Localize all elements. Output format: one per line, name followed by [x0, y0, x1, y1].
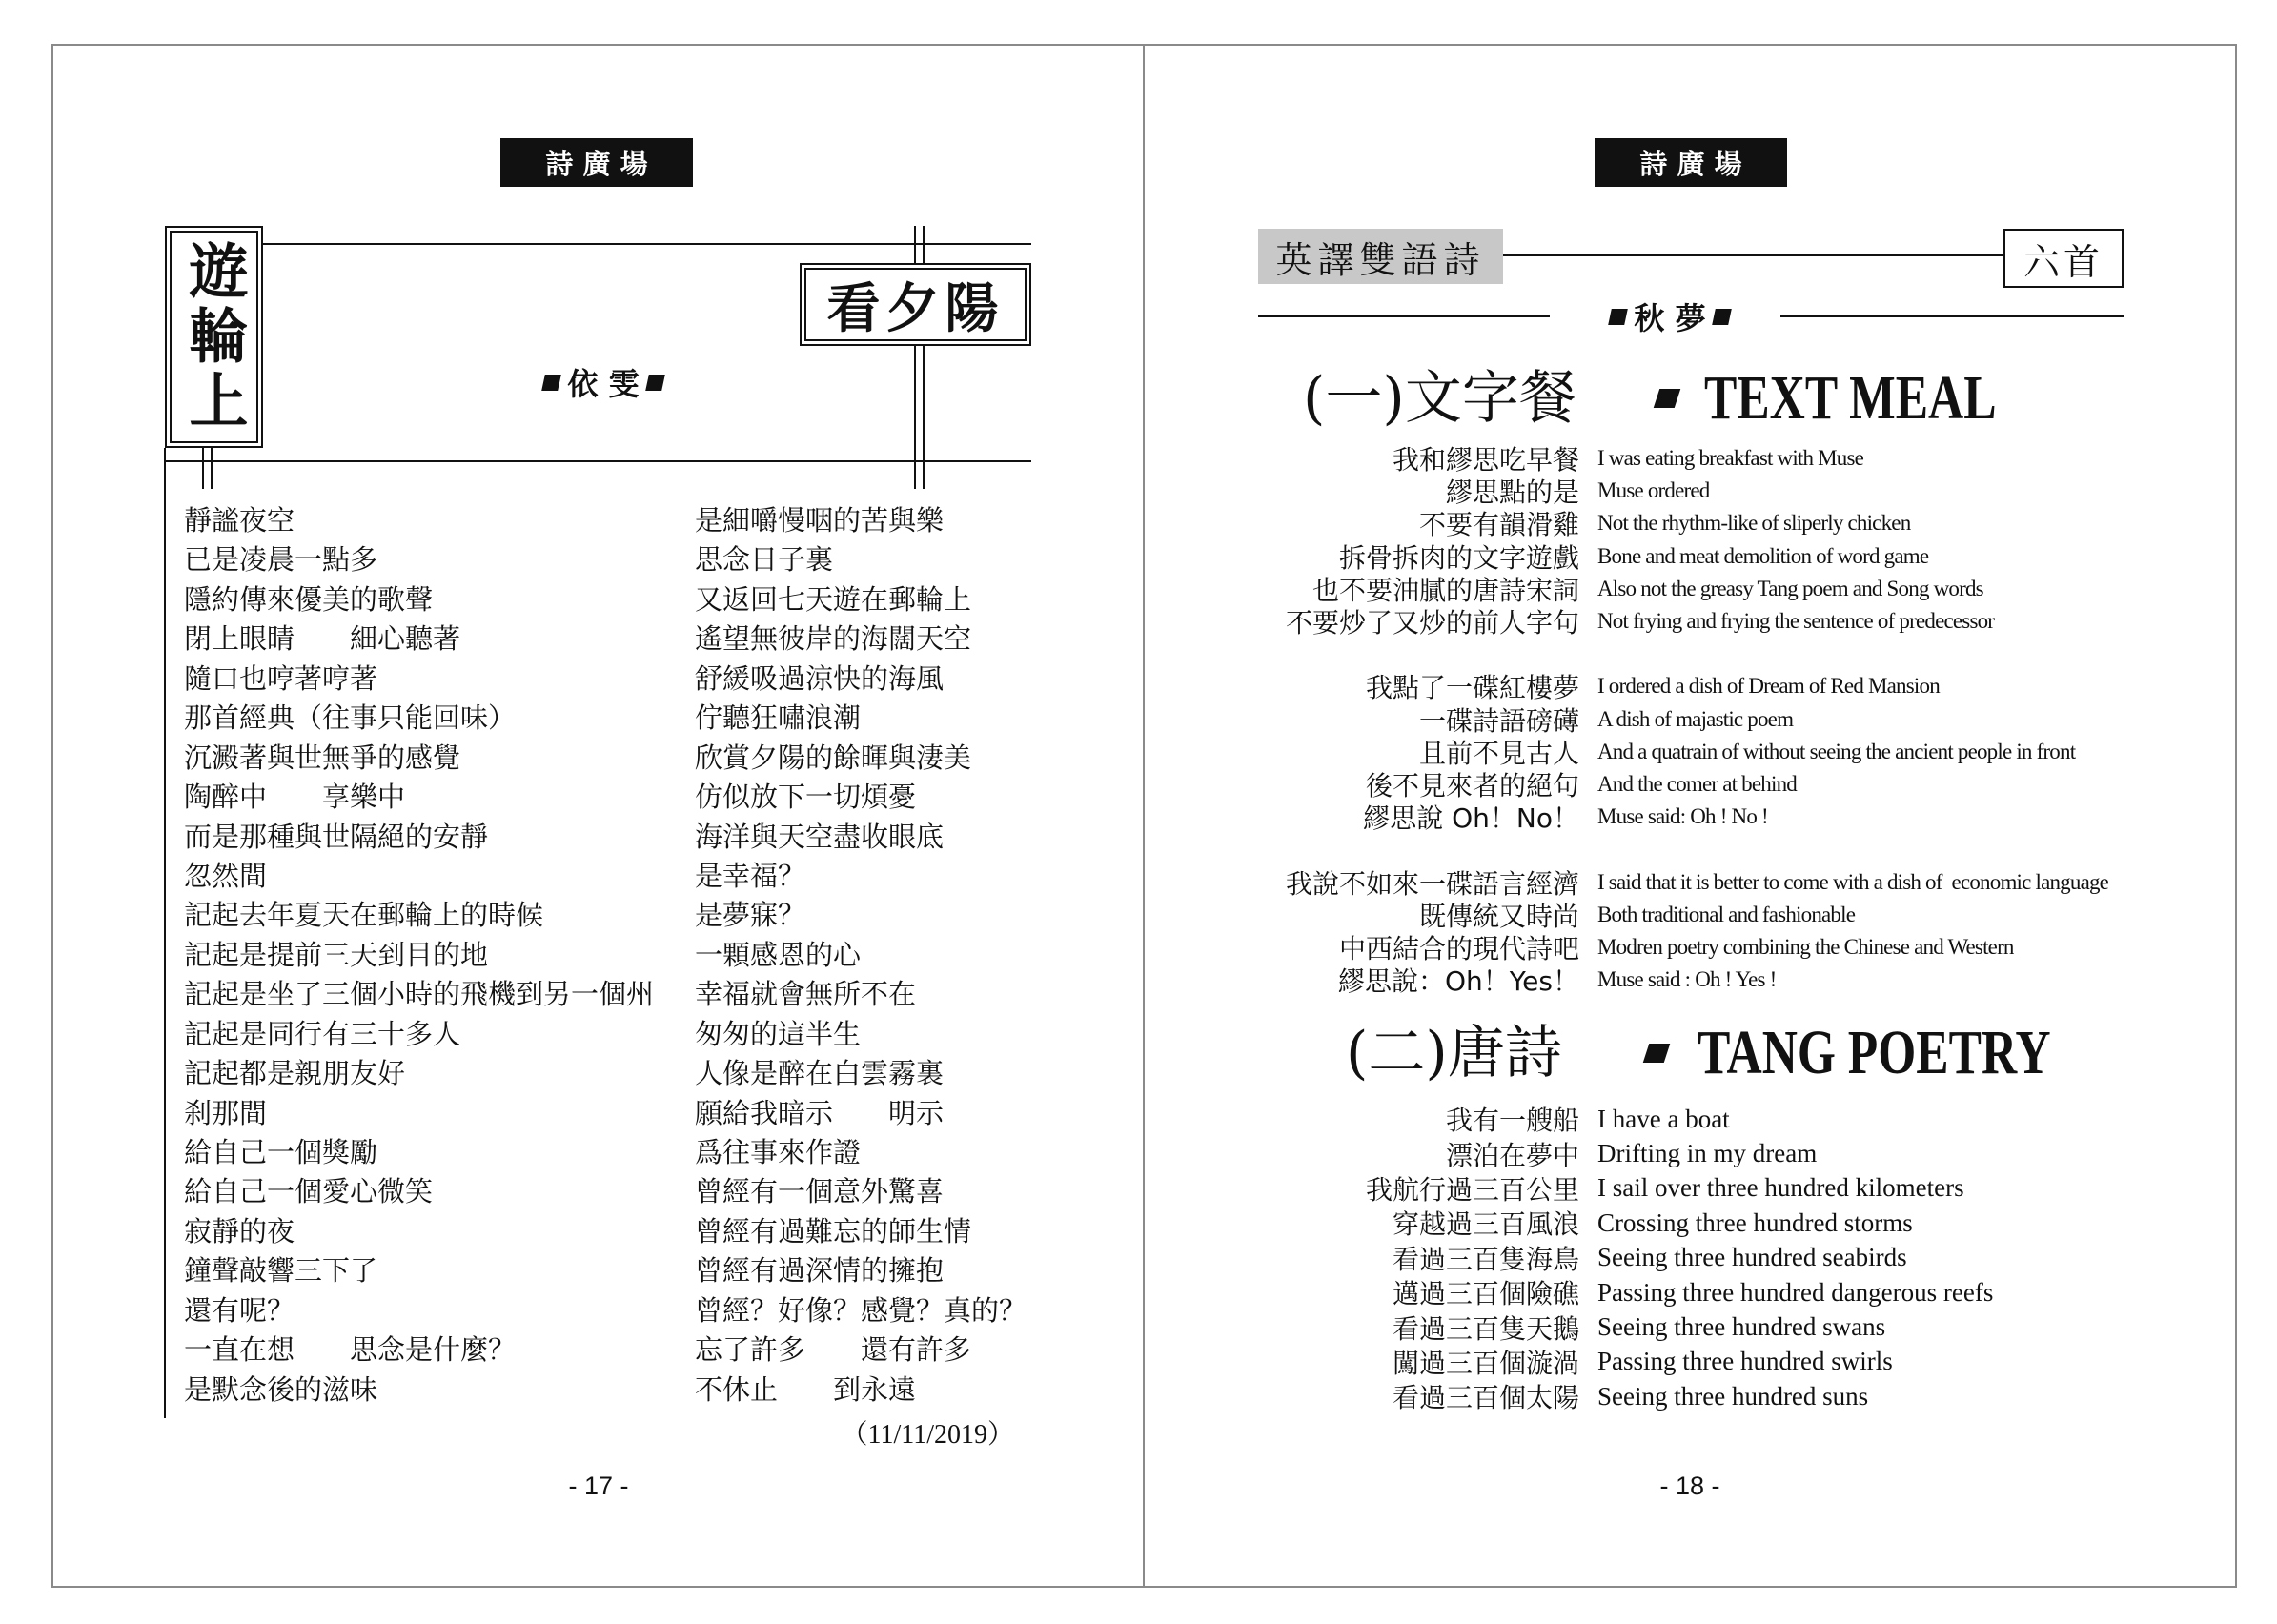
- english-line: A dish of majastic poem: [1597, 706, 1794, 731]
- stanza: [1239, 670, 2230, 833]
- poem-line: [1239, 1206, 2230, 1240]
- english-line: Muse ordered: [1597, 478, 1710, 503]
- poem-line: 是默念後的滋味: [184, 1372, 378, 1406]
- poem-line: 曾經有過難忘的師生情: [695, 1214, 972, 1248]
- chinese-line: 拆骨拆肉的文字遊戲: [1338, 541, 1579, 574]
- english-line: And the comer at behind: [1597, 771, 1797, 796]
- chinese-line: 闖過三百個漩渦: [1392, 1347, 1579, 1379]
- english-line: I sail over three hundred kilometers: [1597, 1173, 1964, 1203]
- english-line: I have a boat: [1597, 1104, 1730, 1133]
- poem-line: 寂靜的夜: [184, 1214, 295, 1248]
- poem-english-title: TANG POETRY: [1698, 1018, 2051, 1087]
- poem-line: [1239, 475, 2230, 507]
- english-line: Passing three hundred dangerous reefs: [1597, 1277, 1994, 1307]
- poem-line: 已是凌晨一點多: [184, 543, 378, 577]
- rule-line: [165, 460, 1031, 462]
- english-line: Passing three hundred swirls: [1597, 1347, 1893, 1376]
- english-line: Modren poetry combining the Chinese and Western: [1597, 934, 2014, 959]
- rule-line: [1258, 315, 1550, 317]
- poem-line: [1239, 605, 2230, 638]
- chinese-line: 也不要油膩的唐詩宋詞: [1311, 574, 1579, 606]
- rule-line: [1503, 254, 2003, 256]
- poem-line: [1239, 801, 2230, 833]
- english-line: And a quatrain of without seeing the ancient people in front: [1597, 739, 2076, 763]
- english-line: Muse said: Oh ! No !: [1597, 804, 1768, 829]
- poem-line: 記起都是親朋友好: [184, 1057, 406, 1090]
- poem-line: [1239, 1102, 2230, 1136]
- poem-line: 不休止 到永遠: [695, 1372, 917, 1406]
- poem-line: 匆匆的這半生: [695, 1017, 862, 1050]
- chinese-line: 漂泊在夢中: [1445, 1139, 1579, 1171]
- poem-line: 佇聽狂嘯浪潮: [695, 701, 862, 735]
- chinese-line: 我說不如來一碟語言經濟: [1285, 867, 1579, 900]
- chinese-line: 我有一艘船: [1445, 1105, 1579, 1137]
- poem-title: 遊輪上: [179, 239, 249, 435]
- poem-line: 記起是提前三天到目的地: [184, 938, 489, 971]
- poem-line: 遙望無彼岸的海闊天空: [695, 622, 972, 656]
- poem-date: （11/11/2019）: [841, 1420, 1014, 1450]
- poem-column-right: [695, 501, 1076, 1410]
- chinese-line: 不要有韻滑雞: [1418, 509, 1579, 541]
- poem-count-label: 六首: [2003, 229, 2124, 288]
- poem-line: 曾經？好像？感覺？真的？: [695, 1293, 1027, 1327]
- bilingual-poem-tang-poetry: [1239, 1102, 2230, 1414]
- page-number-right: - 18 -: [1659, 1472, 1720, 1500]
- rule-line: [164, 448, 166, 1418]
- stanza: [1239, 865, 2230, 996]
- poem-line: 思念日子裏: [695, 543, 834, 577]
- poem-line: 靜謐夜空: [184, 504, 295, 537]
- poem-line: [1239, 1241, 2230, 1275]
- english-line: Seeing three hundred suns: [1597, 1381, 1869, 1411]
- english-line: I was eating breakfast with Muse: [1597, 446, 1864, 471]
- poem-line: 忘了許多 還有許多: [695, 1333, 972, 1367]
- author-byline: [1570, 297, 1770, 335]
- english-line: Crossing three hundred storms: [1597, 1208, 1913, 1237]
- chinese-line: 不要炒了又炒的前人字句: [1285, 607, 1579, 639]
- chinese-line: 且前不見古人: [1418, 737, 1579, 769]
- page-number-left: - 17 -: [568, 1472, 629, 1500]
- poem-line: [1239, 1345, 2230, 1379]
- english-line: Bone and meat demolition of word game: [1597, 543, 1929, 568]
- poem-line: 曾經有一個意外驚喜: [695, 1175, 945, 1208]
- poem-line: 願給我暗示 明示: [695, 1096, 945, 1129]
- poem-line: 人像是醉在白雲霧裏: [695, 1057, 945, 1090]
- poem-line: 沉澱著與世無爭的感覺: [184, 741, 461, 774]
- chinese-line: 邁過三百個險礁: [1392, 1278, 1579, 1310]
- poem-line: [1239, 1171, 2230, 1206]
- english-line: Muse said : Oh ! Yes !: [1597, 967, 1777, 992]
- poem-line: 舒緩吸過涼快的海風: [695, 661, 945, 695]
- poem-line: 是細嚼慢咽的苦與樂: [695, 504, 945, 537]
- poem-line: 幸福就會無所不在: [695, 978, 917, 1011]
- poem-line: 給自己一個愛心微笑: [184, 1175, 434, 1208]
- poem-line: 給自己一個獎勵: [184, 1136, 378, 1168]
- poem-line: 陶醉中 享樂中: [184, 781, 406, 814]
- series-label: 英譯雙語詩: [1258, 229, 1503, 284]
- poem-line: 刹那間: [184, 1096, 268, 1129]
- chinese-line: 看過三百個太陽: [1392, 1382, 1579, 1414]
- poem-line: 爲往事來作證: [695, 1136, 862, 1168]
- poem-line: [1239, 1275, 2230, 1309]
- poem-line: [1239, 507, 2230, 539]
- english-line: I ordered a dish of Dream of Red Mansion: [1597, 674, 1940, 699]
- poem-english-title: TEXT MEAL: [1704, 363, 1997, 433]
- poem-line: [1239, 931, 2230, 964]
- poem-line: 忽然間: [184, 859, 268, 892]
- poem-line: 曾經有過深情的擁抱: [695, 1254, 945, 1288]
- chinese-line: 繆思說：Oh！Yes！: [1338, 965, 1579, 998]
- poem-line: [1239, 768, 2230, 801]
- poem-number-title: (一)文字餐: [1303, 365, 1576, 432]
- poem-line: 一直在想 思念是什麼？: [184, 1333, 517, 1367]
- poem-line: [1239, 899, 2230, 931]
- english-line: Seeing three hundred swans: [1597, 1312, 1886, 1342]
- poem-number-title: (二)唐詩: [1346, 1020, 1562, 1086]
- page-gutter-divider: [1143, 44, 1145, 1588]
- stanza: [1239, 442, 2230, 638]
- poem-line: [1239, 703, 2230, 736]
- english-line: Not frying and frying the sentence of predecessor: [1597, 609, 1995, 634]
- rule-line: [1780, 315, 2124, 317]
- chinese-line: 看過三百隻海鳥: [1392, 1243, 1579, 1275]
- chinese-line: 我點了一碟紅樓夢: [1365, 672, 1579, 704]
- poem-line: 隱約傳來優美的歌聲: [184, 582, 434, 616]
- chinese-line: 繆思點的是: [1445, 477, 1579, 509]
- author-byline: [498, 363, 708, 401]
- poem-line: 一顆感恩的心: [695, 938, 862, 971]
- poem-line: [1239, 670, 2230, 702]
- poem-line: 記起去年夏天在郵輪上的時候: [184, 899, 544, 932]
- poem-line: 是幸福？: [695, 859, 806, 892]
- poem-line: [1239, 736, 2230, 768]
- english-line: Both traditional and fashionable: [1597, 902, 1856, 926]
- section-tag-left: 詩 廣 場: [500, 138, 693, 187]
- poem-line: 是夢寐？: [695, 899, 806, 932]
- poem-line: 欣賞夕陽的餘暉與淒美: [695, 741, 972, 774]
- english-line: Seeing three hundred seabirds: [1597, 1243, 1907, 1272]
- chinese-line: 看過三百隻天鵝: [1392, 1312, 1579, 1345]
- chinese-line: 我航行過三百公里: [1365, 1173, 1579, 1206]
- chinese-line: 後不見來者的絕句: [1365, 769, 1579, 802]
- chinese-line: 中西結合的現代詩吧: [1338, 932, 1579, 964]
- chinese-line: 既傳統又時尚: [1418, 900, 1579, 932]
- chinese-line: 穿越過三百風浪: [1392, 1208, 1579, 1241]
- section-tag-right: 詩 廣 場: [1595, 138, 1787, 187]
- poem-line: [1239, 865, 2230, 898]
- poem-line: 那首經典（往事只能回味）: [184, 701, 517, 735]
- chinese-line: 一碟詩語磅礡: [1418, 704, 1579, 737]
- poem-line: 記起是坐了三個小時的飛機到另一個州: [184, 978, 655, 1011]
- poem-line: 又返回七天遊在郵輪上: [695, 582, 972, 616]
- poem-line: 隨口也哼著哼著: [184, 661, 378, 695]
- poem-column-left: [184, 501, 680, 1410]
- author-name: 秋 夢: [1634, 300, 1706, 336]
- rule-line: [211, 448, 213, 489]
- chinese-line: 我和繆思吃早餐: [1392, 444, 1579, 477]
- poem-line: [1239, 964, 2230, 996]
- english-line: Drifting in my dream: [1597, 1139, 1818, 1168]
- poem-line: [1239, 540, 2230, 573]
- bilingual-poem-text-meal: [1239, 442, 2230, 1028]
- square-ornament-icon: [542, 375, 562, 391]
- english-line: I said that it is better to come with a dish of economic language: [1597, 869, 2109, 894]
- poem-line: 鐘聲敲響三下了: [184, 1254, 378, 1288]
- poem-line: 海洋與天空盡收眼底: [695, 820, 945, 853]
- author-name: 依 雯: [567, 366, 640, 402]
- poem-line: 仿似放下一切煩憂: [695, 781, 917, 814]
- poem-line: 而是那種與世隔絕的安靜: [184, 820, 489, 853]
- rule-line: [202, 448, 204, 489]
- poem-line: [1239, 442, 2230, 475]
- square-ornament-icon: [645, 375, 665, 391]
- english-line: Not the rhythm-like of sliperly chicken: [1597, 511, 1911, 536]
- poem-line: 還有呢？: [184, 1293, 295, 1327]
- poem-line: [1239, 1136, 2230, 1170]
- poem-line: 閉上眼睛 細心聽著: [184, 622, 461, 656]
- square-ornament-icon: [1609, 309, 1629, 325]
- poem-line: 記起是同行有三十多人: [184, 1017, 461, 1050]
- poem-line: [1239, 1379, 2230, 1413]
- square-ornament-icon: [1712, 309, 1732, 325]
- chinese-line: 繆思說 Oh！No！: [1363, 802, 1579, 835]
- poem-subtitle: 看夕陽: [800, 263, 1031, 346]
- poem-title-box: [165, 226, 263, 448]
- english-line: Also not the greasy Tang poem and Song words: [1597, 576, 1983, 600]
- poem-line: [1239, 573, 2230, 605]
- poem-line: [1239, 1309, 2230, 1344]
